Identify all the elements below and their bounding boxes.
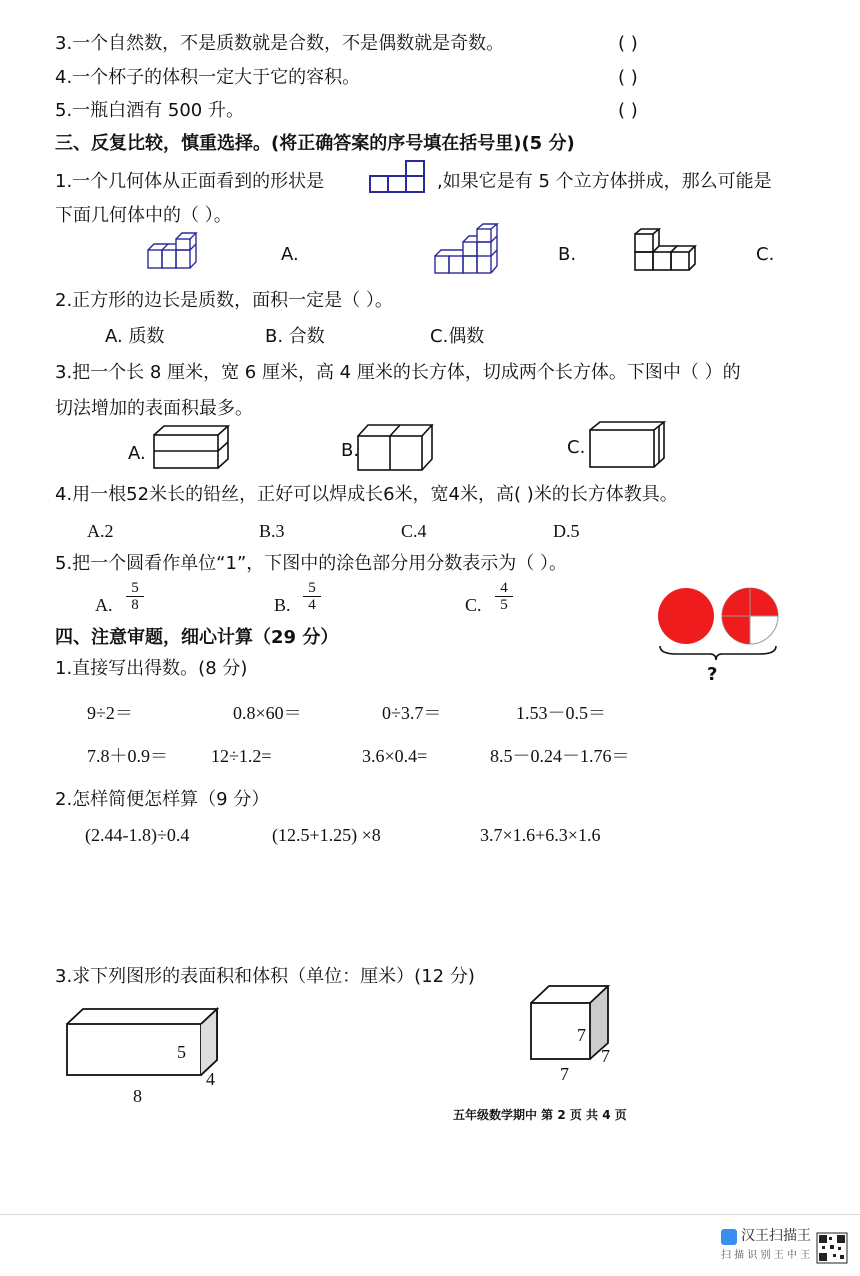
q1-option-b-figure bbox=[434, 226, 498, 276]
q5-option-b-label[interactable]: B. bbox=[274, 595, 291, 615]
calc-item: 12÷1.2= bbox=[211, 746, 272, 766]
fraction-numerator: 4 bbox=[495, 580, 513, 597]
front-view-figure bbox=[368, 160, 428, 196]
q3-option-c-figure bbox=[589, 421, 667, 469]
q5-brace-label: ? bbox=[707, 664, 718, 685]
q1-line1b: ,如果它是有 5 个立方体拼成，那么可能是 bbox=[437, 171, 772, 192]
q1-option-c-figure bbox=[634, 229, 698, 273]
calc-item: 1.53－0.5＝ bbox=[516, 703, 606, 723]
judge-paren-4[interactable]: ( ) bbox=[618, 67, 638, 88]
q4-option-b[interactable]: B.3 bbox=[259, 521, 285, 541]
q1-line2: 下面几何体中的（ ）。 bbox=[55, 205, 232, 226]
q2-option-c[interactable]: C.偶数 bbox=[430, 326, 485, 347]
fraction-denominator: 8 bbox=[131, 597, 139, 613]
q2-option-a[interactable]: A. 质数 bbox=[105, 326, 165, 347]
q4-option-d[interactable]: D.5 bbox=[553, 521, 580, 541]
q5-option-c-fraction bbox=[495, 580, 513, 613]
q1-option-c-label[interactable]: C. bbox=[756, 244, 775, 265]
simplify-item: 3.7×1.6+6.3×1.6 bbox=[480, 825, 601, 845]
simplify-item: (12.5+1.25) ×8 bbox=[272, 825, 381, 845]
cube-length-label: 7 bbox=[560, 1064, 569, 1084]
q5-option-a-label[interactable]: A. bbox=[95, 595, 113, 615]
q3-option-a-figure bbox=[153, 425, 231, 469]
calc-item: 8.5－0.24－1.76＝ bbox=[490, 746, 630, 766]
calc-item: 0÷3.7＝ bbox=[382, 703, 442, 723]
calc-item: 9÷2＝ bbox=[87, 703, 133, 723]
q5-option-c-label[interactable]: C. bbox=[465, 595, 482, 615]
q1-line1a: 1.一个几何体从正面看到的形状是 bbox=[55, 171, 325, 192]
judge-paren-5[interactable]: ( ) bbox=[618, 100, 638, 121]
judge-item-3: 3.一个自然数，不是质数就是合数，不是偶数就是奇数。 bbox=[55, 33, 505, 54]
scanner-name: 汉王扫描王 bbox=[741, 1228, 811, 1244]
q1-option-b-label[interactable]: B. bbox=[558, 244, 577, 265]
q5-option-b-fraction bbox=[303, 580, 321, 613]
calc-item: 3.6×0.4= bbox=[362, 746, 428, 766]
scanner-logo-icon bbox=[721, 1229, 737, 1245]
q5-text: 5.把一个圆看作单位“1”，下图中的涂色部分用分数表示为（ ）。 bbox=[55, 553, 567, 574]
fraction-denominator: 5 bbox=[500, 597, 508, 613]
cube-height-label: 7 bbox=[577, 1025, 586, 1045]
cuboid-figure bbox=[66, 1008, 222, 1078]
cube-figure bbox=[530, 985, 610, 1061]
simplify-item: (2.44-1.8)÷0.4 bbox=[85, 825, 190, 845]
q5-option-a-fraction bbox=[126, 580, 144, 613]
q5-circles-figure bbox=[656, 588, 782, 660]
footer-divider bbox=[0, 1214, 860, 1215]
calc-item: 7.8＋0.9＝ bbox=[87, 746, 168, 766]
p2-title: 2.怎样简便怎样算（9 分） bbox=[55, 789, 270, 810]
q1-option-a-label[interactable]: A. bbox=[281, 244, 299, 265]
q2-text: 2.正方形的边长是质数，面积一定是（ ）。 bbox=[55, 290, 393, 311]
q4-option-c[interactable]: C.4 bbox=[401, 521, 427, 541]
calc-item: 0.8×60＝ bbox=[233, 703, 302, 723]
p1-title: 1.直接写出得数。(8 分) bbox=[55, 658, 248, 679]
q2-option-b[interactable]: B. 合数 bbox=[265, 326, 325, 347]
q4-text: 4.用一根52米长的铅丝，正好可以焊成长6米，宽4米，高( )米的长方体教具。 bbox=[55, 484, 678, 505]
fraction-denominator: 4 bbox=[308, 597, 316, 613]
fraction-numerator: 5 bbox=[303, 580, 321, 597]
judge-item-5: 5.一瓶白酒有 500 升。 bbox=[55, 100, 244, 121]
cuboid-length-label: 8 bbox=[133, 1086, 142, 1106]
q3-option-b-label[interactable]: B. bbox=[341, 440, 360, 461]
p3-title: 3.求下列图形的表面积和体积（单位：厘米）(12 分) bbox=[55, 966, 475, 987]
scanner-subtitle: 扫 描 识 别 王 中 王 bbox=[721, 1250, 811, 1261]
judge-paren-3[interactable]: ( ) bbox=[618, 33, 638, 54]
cube-width-label: 7 bbox=[601, 1046, 610, 1066]
page-footer: 五年级数学期中 第 2 页 共 4 页 bbox=[453, 1108, 627, 1122]
q3-option-b-figure bbox=[357, 424, 435, 472]
section3-heading: 三、反复比较，慎重选择。(将正确答案的序号填在括号里)(5 分) bbox=[55, 133, 575, 154]
fraction-numerator: 5 bbox=[126, 580, 144, 597]
qr-code-icon bbox=[817, 1233, 847, 1263]
section4-heading: 四、注意审题，细心计算（29 分） bbox=[55, 627, 339, 648]
q3-option-a-label[interactable]: A. bbox=[128, 443, 146, 464]
q3-option-c-label[interactable]: C. bbox=[567, 437, 586, 458]
q3-line1: 3.把一个长 8 厘米，宽 6 厘米，高 4 厘米的长方体，切成两个长方体。下图中（ ）的 bbox=[55, 362, 741, 383]
cuboid-height-label: 5 bbox=[177, 1042, 186, 1062]
cuboid-width-label: 4 bbox=[206, 1069, 215, 1089]
q3-line2: 切法增加的表面积最多。 bbox=[55, 398, 253, 419]
q4-option-a[interactable]: A.2 bbox=[87, 521, 114, 541]
q1-option-a-figure bbox=[147, 232, 207, 272]
judge-item-4: 4.一个杯子的体积一定大于它的容积。 bbox=[55, 67, 361, 88]
